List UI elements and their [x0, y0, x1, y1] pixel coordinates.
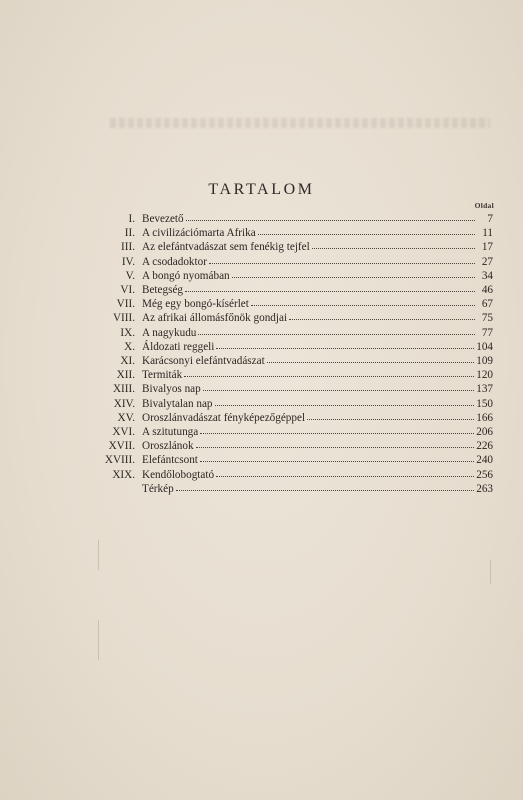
- dot-leader: [289, 310, 475, 320]
- toc-row: [0, 468, 523, 482]
- dot-leader: [200, 452, 474, 462]
- chapter-title: Az afrikai állomásfőnök gondjai: [142, 312, 288, 325]
- dot-leader: [251, 296, 475, 306]
- toc-row: [0, 368, 523, 382]
- toc-entry: [142, 354, 493, 368]
- toc-entry: [142, 482, 493, 496]
- chapter-number: XV.: [117, 411, 135, 424]
- chapter-title: Áldozati reggeli: [142, 340, 215, 353]
- page-number: 240: [476, 454, 493, 467]
- chapter-title: A civilizációmarta Afrika: [142, 227, 256, 240]
- page-number: 17: [481, 241, 493, 254]
- toc-row: [0, 482, 523, 496]
- page-number: 137: [476, 383, 493, 396]
- page-number: 120: [476, 369, 493, 382]
- chapter-title: A csodadoktor: [142, 255, 207, 268]
- toc-row: [0, 240, 523, 254]
- chapter-title: Térkép: [142, 482, 174, 495]
- toc-row: [0, 212, 523, 226]
- toc-entry: [142, 255, 493, 269]
- chapter-title: Kendőlobogtató: [142, 468, 215, 481]
- chapter-number: XVII.: [108, 440, 135, 453]
- toc-row: [0, 354, 523, 368]
- toc-entry: [142, 226, 493, 240]
- toc-entry: [142, 311, 493, 325]
- chapter-number: XIV.: [113, 397, 135, 410]
- chapter-number: I.: [128, 213, 135, 225]
- page-number: 206: [476, 426, 493, 438]
- toc-row: [0, 453, 523, 467]
- toc-row: [0, 326, 523, 340]
- page-number: 263: [476, 482, 493, 495]
- paper-mark: [98, 540, 99, 570]
- toc-row: [0, 255, 523, 269]
- dot-leader: [185, 282, 475, 292]
- toc-row: [0, 283, 523, 297]
- chapter-number: IV.: [121, 255, 135, 268]
- dot-leader: [216, 339, 474, 349]
- toc-entry: [142, 212, 493, 226]
- toc-row: [0, 425, 523, 439]
- page-number: 75: [481, 312, 493, 325]
- page-number: 11: [482, 227, 493, 240]
- chapter-title: Bivalytalan nap: [142, 397, 213, 410]
- chapter-title: Bevezető: [142, 213, 184, 225]
- toc-entry: [142, 411, 493, 425]
- chapter-title: Karácsonyi elefántvadászat: [142, 355, 265, 367]
- page-number: 7: [487, 213, 493, 225]
- chapter-number: VI.: [120, 284, 135, 296]
- chapter-number: VII.: [116, 298, 135, 311]
- dot-leader: [216, 467, 474, 477]
- dot-leader: [184, 367, 474, 377]
- dot-leader: [215, 396, 475, 406]
- toc-row: [0, 411, 523, 425]
- toc-row: [0, 382, 523, 396]
- chapter-number: II.: [124, 227, 135, 240]
- toc-entry: [142, 269, 493, 283]
- dot-leader: [196, 438, 475, 448]
- chapter-title: A bongó nyomában: [142, 269, 230, 282]
- dot-leader: [176, 481, 475, 491]
- toc-row: [0, 340, 523, 354]
- toc-row: [0, 311, 523, 325]
- page-number: 67: [481, 298, 493, 311]
- chapter-number: XIX.: [112, 468, 135, 481]
- toc-entry: [142, 453, 493, 467]
- toc-entry: [142, 297, 493, 311]
- dot-leader: [198, 325, 475, 335]
- chapter-title: A nagykudu: [142, 326, 197, 339]
- toc-entry: [142, 283, 493, 297]
- chapter-number: III.: [121, 241, 135, 254]
- toc-entry: [142, 382, 493, 396]
- chapter-number: IX.: [120, 326, 135, 339]
- page-number: 46: [481, 284, 493, 296]
- show-through-text: [110, 118, 490, 128]
- toc-row: [0, 269, 523, 283]
- page-number: 226: [476, 440, 493, 453]
- chapter-number: X.: [124, 340, 135, 353]
- dot-leader: [203, 381, 474, 391]
- chapter-title: Termiták: [142, 369, 183, 382]
- toc-entry: [142, 326, 493, 340]
- dot-leader: [232, 268, 475, 278]
- toc-entry: [142, 397, 493, 411]
- toc-row: [0, 297, 523, 311]
- toc-row: [0, 226, 523, 240]
- chapter-title: Oroszlánvadászat fényképezőgéppel: [142, 411, 306, 424]
- chapter-number: XI.: [120, 355, 135, 367]
- page-number: 104: [476, 340, 493, 353]
- page-number: 77: [481, 326, 493, 339]
- toc-entry: [142, 425, 493, 439]
- paper-mark: [98, 620, 99, 660]
- dot-leader: [307, 410, 474, 420]
- page-number: 27: [481, 255, 493, 268]
- toc-entry: [142, 468, 493, 482]
- chapter-number: XVI.: [112, 426, 135, 438]
- chapter-title: A szitutunga: [142, 426, 199, 438]
- dot-leader: [209, 254, 475, 264]
- chapter-title: Az elefántvadászat sem fenékig tejfel: [142, 241, 310, 254]
- toc-row: [0, 397, 523, 411]
- chapter-title: Oroszlánok: [142, 440, 194, 453]
- page-number: 109: [476, 355, 493, 367]
- chapter-title: Betegség: [142, 284, 184, 296]
- page-number: 34: [481, 269, 493, 282]
- dot-leader: [258, 225, 475, 235]
- toc-entry: [142, 240, 493, 254]
- chapter-title: Bivalyos nap: [142, 383, 201, 396]
- toc-entry: [142, 368, 493, 382]
- chapter-number: VIII.: [112, 312, 135, 325]
- chapter-number: XVIII.: [104, 454, 135, 467]
- toc-row: [0, 439, 523, 453]
- chapter-title: Elefántcsont: [142, 454, 198, 467]
- toc-entry: [142, 439, 493, 453]
- chapter-number: V.: [125, 269, 135, 282]
- page-number: 256: [476, 468, 493, 481]
- chapter-title: Még egy bongó-kísérlet: [142, 298, 249, 311]
- toc-entry: [142, 340, 493, 354]
- dot-leader: [312, 239, 475, 249]
- chapter-number: XIII.: [112, 383, 135, 396]
- chapter-number: XII.: [116, 369, 135, 382]
- dot-leader: [200, 424, 474, 434]
- page-number: 166: [476, 411, 493, 424]
- paper-mark: [490, 560, 491, 584]
- page-column-header: Oldal: [474, 201, 494, 210]
- dot-leader: [267, 353, 475, 363]
- page-number: 150: [476, 397, 493, 410]
- page-title: TARTALOM: [208, 181, 315, 198]
- dot-leader: [186, 211, 475, 221]
